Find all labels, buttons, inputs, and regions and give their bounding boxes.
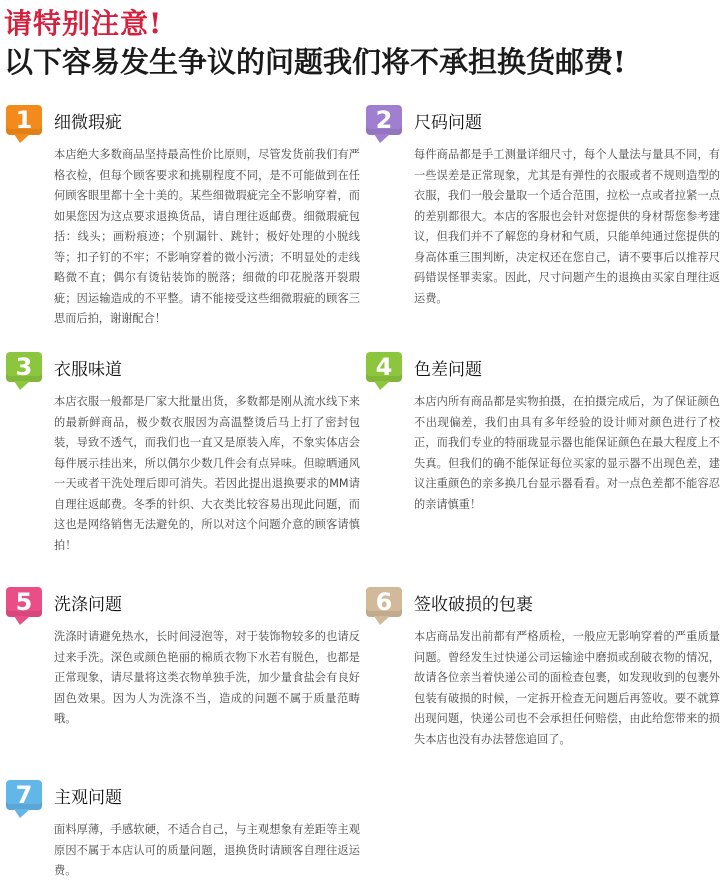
number-badge: 4 <box>366 352 402 382</box>
section-title: 洗涤问题 <box>54 595 122 615</box>
section-title: 细微瑕疵 <box>54 113 122 133</box>
section-title: 签收破损的包裹 <box>414 595 533 615</box>
section-title: 尺码问题 <box>414 113 482 133</box>
section-body: 本店内所有商品都是实物拍摄，在拍摄完成后，为了保证颜色不出现偏差，我们由具有多年经验的设计师对颜色进行了校正，而我们专业的特丽珑显示器也能保证颜色在最大程度上不失真。但我们的确不能保证每位买家的显示器不出现色差，建议注重颜色的亲多换几台显示器看看。对一点色差都不能容忍的亲请慎重！ <box>414 395 720 511</box>
number-badge: 6 <box>366 587 402 617</box>
number-badge: 5 <box>6 587 42 617</box>
section-body: 本店绝大多数商品坚持最高性价比原则，尽管发货前我们有严格衣检，但每个顾客要求和挑剔程度不同，是不可能做到在任何顾客眼里都十全十美的。某些细微瑕疵完全不影响穿着，而如果您因为这点要求退换货品，请自理往返邮费。细微瑕疵包括：线头；画粉痕迹；个别漏针、跳针；极好处理的小脱线等；扣子钉的不牢；不影响穿着的微小污渍；不明显处的走线略微不直；偶尔有烫钻装饰的脱落；细微的印花脱落开裂瑕疵；因运输造成的不平整。请不能接受这些细微瑕疵的顾客三思而后拍，谢谢配合！ <box>54 148 360 325</box>
number-badge: 7 <box>6 780 42 810</box>
number-badge: 3 <box>6 352 42 382</box>
section-title: 衣服味道 <box>54 360 122 380</box>
notice-subtitle: 以下容易发生争议的问题我们将不承担换货邮费! <box>4 45 626 79</box>
section-body: 本店衣服一般都是厂家大批量出货，多数都是刚从流水线下来的最新鲜商品，极少数衣服因为高温整烫后马上打了密封包装，导致不透气，而我们也一直又是原装入库，不象实体店会每件展示挂出来，所以偶尔少数几件会有点异味。但晾晒通风一天或者干洗处理后即可消失。若因此提出退换要求的MM请自理往返邮费。冬季的针织、大衣类比较容易出现此问题，而这也是网络销售无法避免的，所以对这个问题介意的顾客请慎拍！ <box>54 395 360 552</box>
number-badge: 1 <box>6 105 42 135</box>
section-body: 洗涤时请避免热水，长时间浸泡等，对于装饰物较多的也请反过来手洗。深色或颜色艳丽的棉质衣物下水若有脱色，也都是正常现象，请尽量将这类衣物单独手洗，加少量食盐会有良好固色效果。因为人为洗涤不当，造成的问题不属于质量范畴哦。 <box>54 630 360 725</box>
number-badge: 2 <box>366 105 402 135</box>
section-body: 面料厚薄，手感软硬，不适合自己，与主观想象有差距等主观原因不属于本店认可的质量问题，退换货时请顾客自理往返运费。 <box>54 823 360 877</box>
section-title: 主观问题 <box>54 788 122 808</box>
notice-heading: 请特别注意! <box>4 7 163 40</box>
section-body: 每件商品都是手工测量详细尺寸，每个人量法与量具不同，有一些误差是正常现象，尤其是有弹性的衣服或者不规则造型的衣服，我们一般会量取一个适合范围，拉松一点或者拉紧一点的差别都很大。本店的客服也会针对您提供的身材帮您参考建议，但我们并不了解您的身材和气质，只能单纯通过您提供的身高体重三围判断，决定权还在您自己，请不要事后以推荐尺码错误怪罪卖家。因此，尺寸问题产生的退换由买家自理往返运费。 <box>414 148 720 305</box>
section-body: 本店商品发出前都有严格质检，一般应无影响穿着的严重质量问题。曾经发生过快递公司运输途中磨损或刮破衣物的情况，故请各位亲当着快递公司的面检查包裹，如发现收到的包裹外包装有破损的时候，一定拆开检查无问题后再签收。要不就算出现问题，快递公司也不会承担任何赔偿，由此给您带来的损失本店也没有办法替您追回了。 <box>414 630 720 746</box>
section-title: 色差问题 <box>414 360 482 380</box>
